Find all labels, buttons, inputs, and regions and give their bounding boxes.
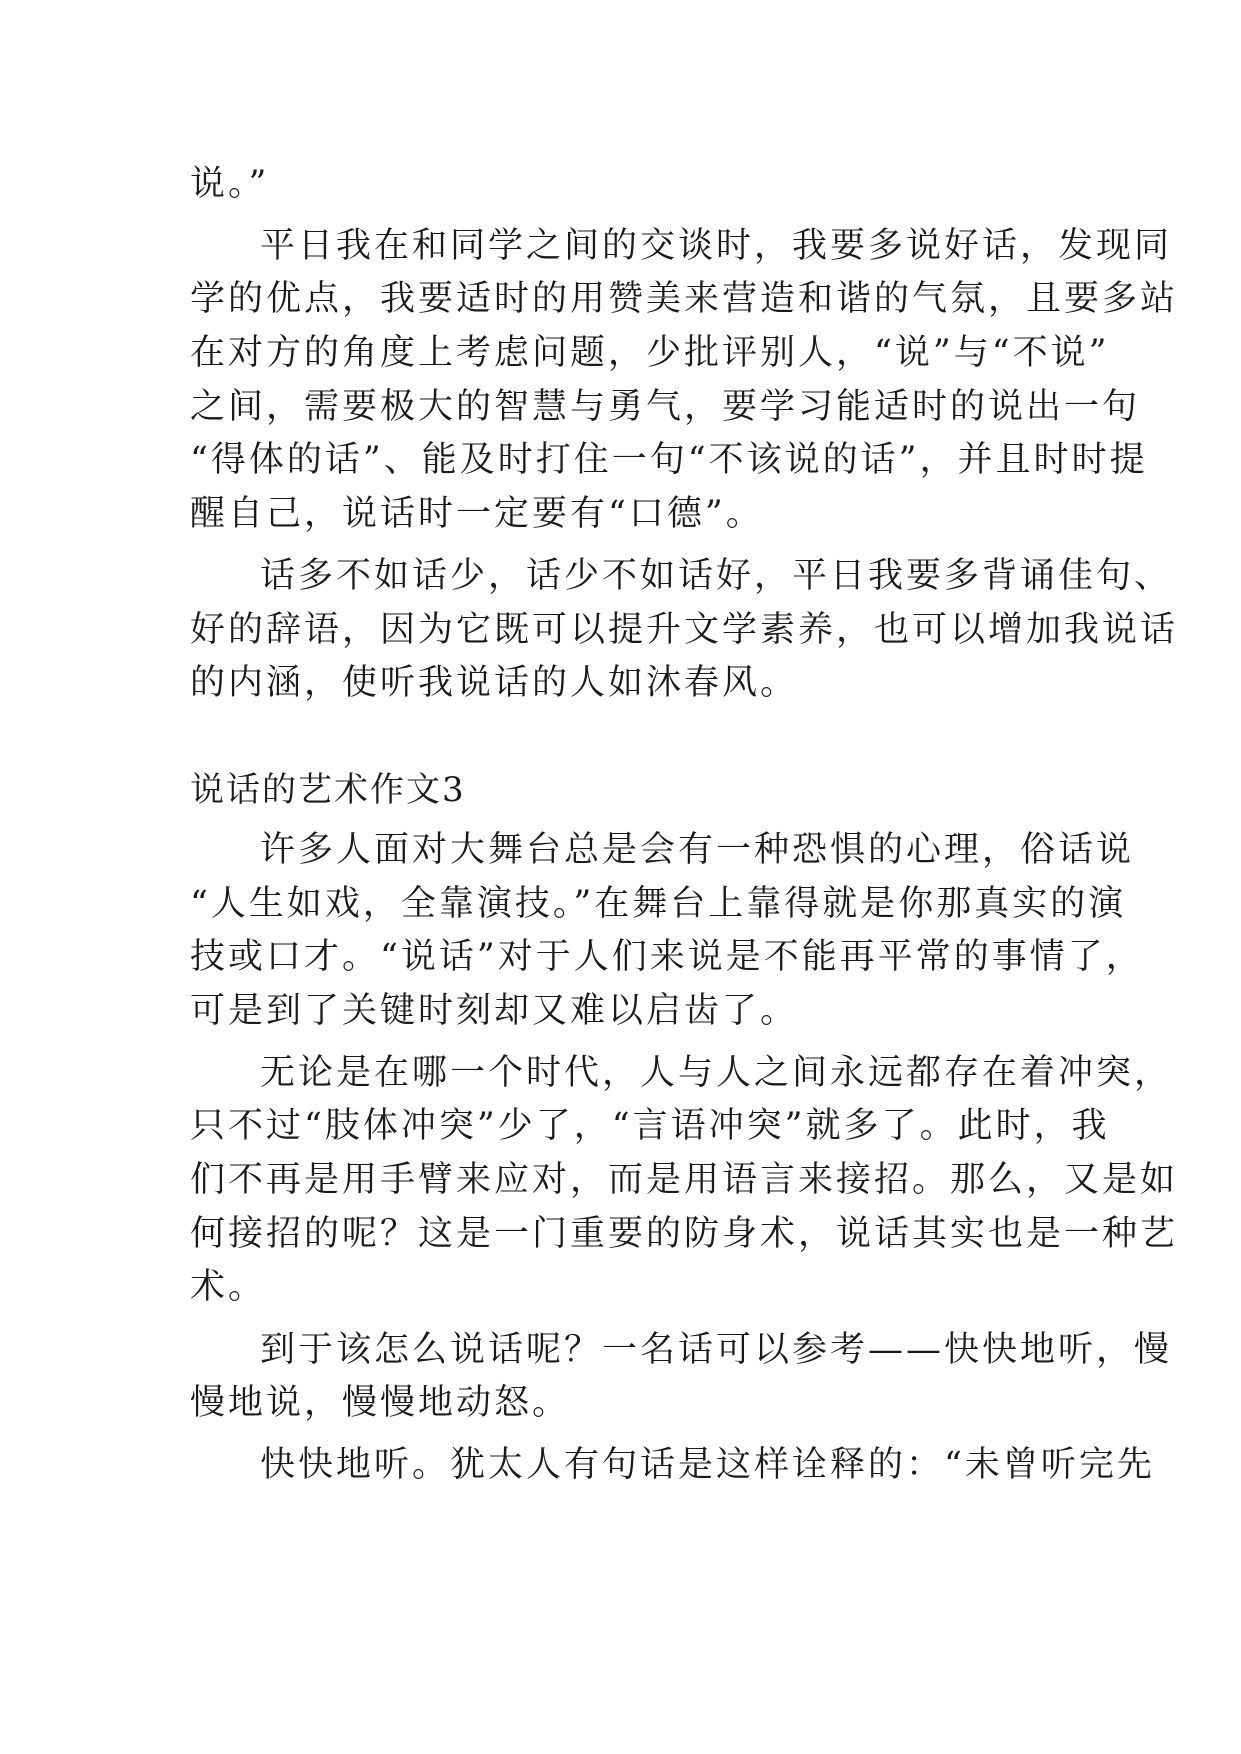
text-line: 在对方的角度上考虑问题，少批评别人，“说”与“不说” <box>190 333 1110 373</box>
text-line: 技或口才。“说话”对于人们来说是不能再平常的事情了， <box>190 937 1144 977</box>
text-line: 只不过“肢体冲突”少了，“言语冲突”就多了。此时，我 <box>190 1106 1110 1146</box>
text-line: 之间，需要极大的智慧与勇气，要学习能适时的说出一句 <box>190 387 1141 427</box>
text-line: 何接招的呢？这是一门重要的防身术，说话其实也是一种艺 <box>190 1214 1179 1254</box>
text-line: 慢地说，慢慢地动怒。 <box>190 1383 571 1423</box>
text-line: “人生如戏，全靠演技。”在舞台上靠得就是你那真实的演 <box>190 884 1127 924</box>
text-line: 可是到了关键时刻却又难以启齿了。 <box>190 991 799 1031</box>
text-line: 术。 <box>190 1267 267 1307</box>
paragraph-first-line: 无论是在哪一个时代，人与人之间永远都存在着冲突， <box>260 1053 1173 1093</box>
paragraph-first-line: 许多人面对大舞台总是会有一种恐惧的心理，俗话说 <box>260 830 1135 870</box>
paragraph-first-line: 平日我在和同学之间的交谈时，我要多说好话，发现同 <box>260 226 1173 266</box>
paragraph-first-line: 到于该怎么说话呢？一名话可以参考——快快地听，慢 <box>260 1330 1173 1370</box>
text-line: “得体的话”、能及时打住一句“不该说的话”，并且时时提 <box>190 440 1148 480</box>
text-line: 醒自己，说话时一定要有“口德”。 <box>190 494 764 534</box>
text-line: 学的优点，我要适时的用赞美来营造和谐的气氛，且要多站 <box>190 279 1179 319</box>
paragraph-first-line: 话多不如话少，话少不如话好，平日我要多背诵佳句、 <box>260 556 1173 596</box>
section-heading: 说话的艺术作文3 <box>190 770 466 810</box>
text-line: 的内涵，使听我说话的人如沐春风。 <box>190 663 799 703</box>
document-page <box>190 0 1179 1754</box>
text-line: 好的辞语，因为它既可以提升文学素养，也可以增加我说话 <box>190 610 1179 650</box>
text-line: 说。” <box>190 164 270 204</box>
paragraph-first-line: 快快地听。犹太人有句话是这样诠释的：“未曾听完先 <box>260 1445 1155 1485</box>
text-line: 们不再是用手臂来应对，而是用语言来接招。那么，又是如 <box>190 1160 1179 1200</box>
